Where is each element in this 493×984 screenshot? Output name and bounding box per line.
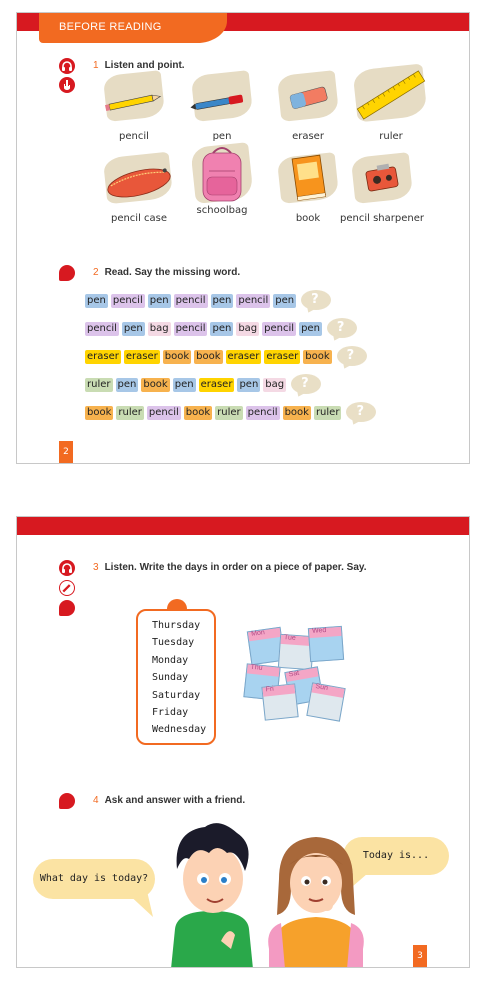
day-item: Thursday: [152, 620, 201, 631]
calendar-note: Thu: [243, 663, 280, 700]
pencil-sharpener-icon: [349, 151, 415, 207]
day-item: Wednesday: [152, 724, 207, 736]
word-chip: pen: [117, 379, 137, 390]
item-schoolbag: schoolbag: [189, 141, 255, 216]
exercise-2-title: 2 Read. Say the missing word.: [93, 267, 241, 278]
word-chip: pen: [212, 323, 232, 334]
word-chip: ruler: [315, 407, 340, 418]
boy-character: [157, 819, 267, 968]
calendar-note: Sun: [306, 682, 345, 721]
calendar-note: Mon: [247, 627, 285, 665]
word-chip: pencil: [87, 323, 117, 334]
word-chip: pencil: [247, 407, 278, 418]
word-chip: pen: [275, 295, 295, 306]
word-row-4: [85, 377, 323, 393]
missing-word-bubble: [327, 318, 359, 340]
speak-bubble-icon: [59, 600, 75, 616]
item-eraser: eraser: [275, 69, 341, 142]
item-pencil: pencil: [101, 69, 167, 142]
word-chip: pencil: [238, 295, 269, 306]
day-item: Tuesday: [152, 637, 195, 649]
word-chip: book: [305, 351, 330, 362]
word-chip: book: [143, 379, 168, 390]
word-chip: pencil: [175, 295, 206, 306]
word-chip: book: [164, 351, 190, 362]
point-finger-icon: [59, 77, 75, 93]
word-chip: book: [196, 351, 221, 362]
word-chip: eraser: [200, 379, 233, 390]
exercise-4-title: 4 Ask and answer with a friend.: [93, 795, 246, 806]
section-tab: [39, 13, 227, 43]
page-right: [16, 516, 470, 968]
question-mark-icon: ?: [346, 348, 355, 363]
page-number-left: 2: [59, 441, 73, 463]
pencil-icon: [101, 69, 167, 125]
item-ruler: ruler: [351, 63, 431, 142]
question-mark-icon: ?: [301, 376, 309, 391]
word-row-3: [85, 349, 369, 365]
word-chip: ruler: [118, 407, 142, 418]
word-chip: eraser: [87, 351, 119, 362]
page-left: [16, 12, 470, 464]
day-item: Sunday: [152, 672, 189, 684]
write-pencil-icon: [59, 580, 75, 596]
word-chip: eraser: [227, 351, 260, 362]
calendar-note: Fri: [261, 683, 298, 720]
word-chip: pen: [301, 323, 320, 334]
word-chip: pencil: [264, 323, 295, 334]
word-chip: pencil: [112, 295, 143, 306]
word-chip: bag: [265, 379, 285, 390]
word-row-1: [85, 293, 333, 309]
item-pencil-case: pencil case: [101, 151, 177, 224]
missing-word-bubble: [291, 374, 323, 396]
word-chip: pencil: [148, 407, 179, 418]
listen-headphones-icon: [59, 58, 75, 74]
calendar-note: Wed: [308, 626, 344, 662]
missing-word-bubble: [346, 402, 378, 424]
calendar-note: Tue: [278, 634, 314, 670]
word-chip: eraser: [266, 351, 299, 362]
item-book: book: [275, 151, 341, 224]
word-chip: pen: [212, 295, 232, 306]
calendar-note: Sat: [284, 666, 323, 705]
question-mark-icon: ?: [311, 292, 319, 307]
day-item: Friday: [152, 707, 189, 719]
word-chip: eraser: [125, 351, 158, 362]
word-chip: pencil: [175, 323, 206, 334]
word-chip: ruler: [217, 407, 241, 418]
speak-bubble-icon: [59, 793, 75, 809]
page-number-right: 3: [413, 945, 427, 967]
ruler-icon: [351, 63, 431, 125]
exercise-1-title: 1 Listen and point.: [93, 60, 185, 71]
top-red-bar: [17, 517, 469, 535]
speech-bubble-right: Today is...: [343, 837, 449, 875]
section-title: BEFORE READING: [59, 21, 162, 33]
word-chip: pen: [239, 379, 259, 390]
exercise-3-title: 3 Listen. Write the days in order on a piece of paper. Say.: [93, 562, 367, 573]
word-chip: bag: [149, 323, 169, 334]
word-row-5: [85, 405, 378, 421]
day-item: Monday: [152, 654, 189, 666]
question-mark-icon: ?: [336, 320, 345, 335]
speak-bubble-icon: [59, 265, 75, 281]
day-item: Saturday: [152, 689, 201, 701]
word-chip: pen: [123, 323, 143, 334]
word-chip: bag: [238, 323, 258, 334]
missing-word-bubble: [337, 346, 369, 368]
missing-word-bubble: [301, 290, 333, 312]
word-chip: ruler: [87, 379, 111, 390]
days-list-box: [136, 609, 216, 745]
word-chip: book: [284, 407, 309, 418]
word-chip: pen: [174, 379, 194, 390]
item-pencil-sharpener: pencil sharpener: [329, 151, 435, 224]
question-mark-icon: ?: [356, 404, 364, 419]
speech-bubble-left: What day is today?: [33, 859, 155, 899]
girl-character: [261, 819, 371, 968]
eraser-icon: [275, 69, 341, 125]
schoolbag-icon: [189, 141, 255, 207]
word-chip: book: [87, 407, 112, 418]
item-pen: pen: [189, 69, 255, 142]
listen-headphones-icon: [59, 560, 75, 576]
pen-icon: [189, 69, 255, 125]
word-row-2: [85, 321, 359, 337]
pencil-case-icon: [101, 151, 177, 207]
word-chip: book: [185, 407, 211, 418]
word-chip: pen: [149, 295, 169, 306]
speech-bubble-tail: [125, 891, 155, 921]
word-chip: pen: [87, 295, 106, 306]
